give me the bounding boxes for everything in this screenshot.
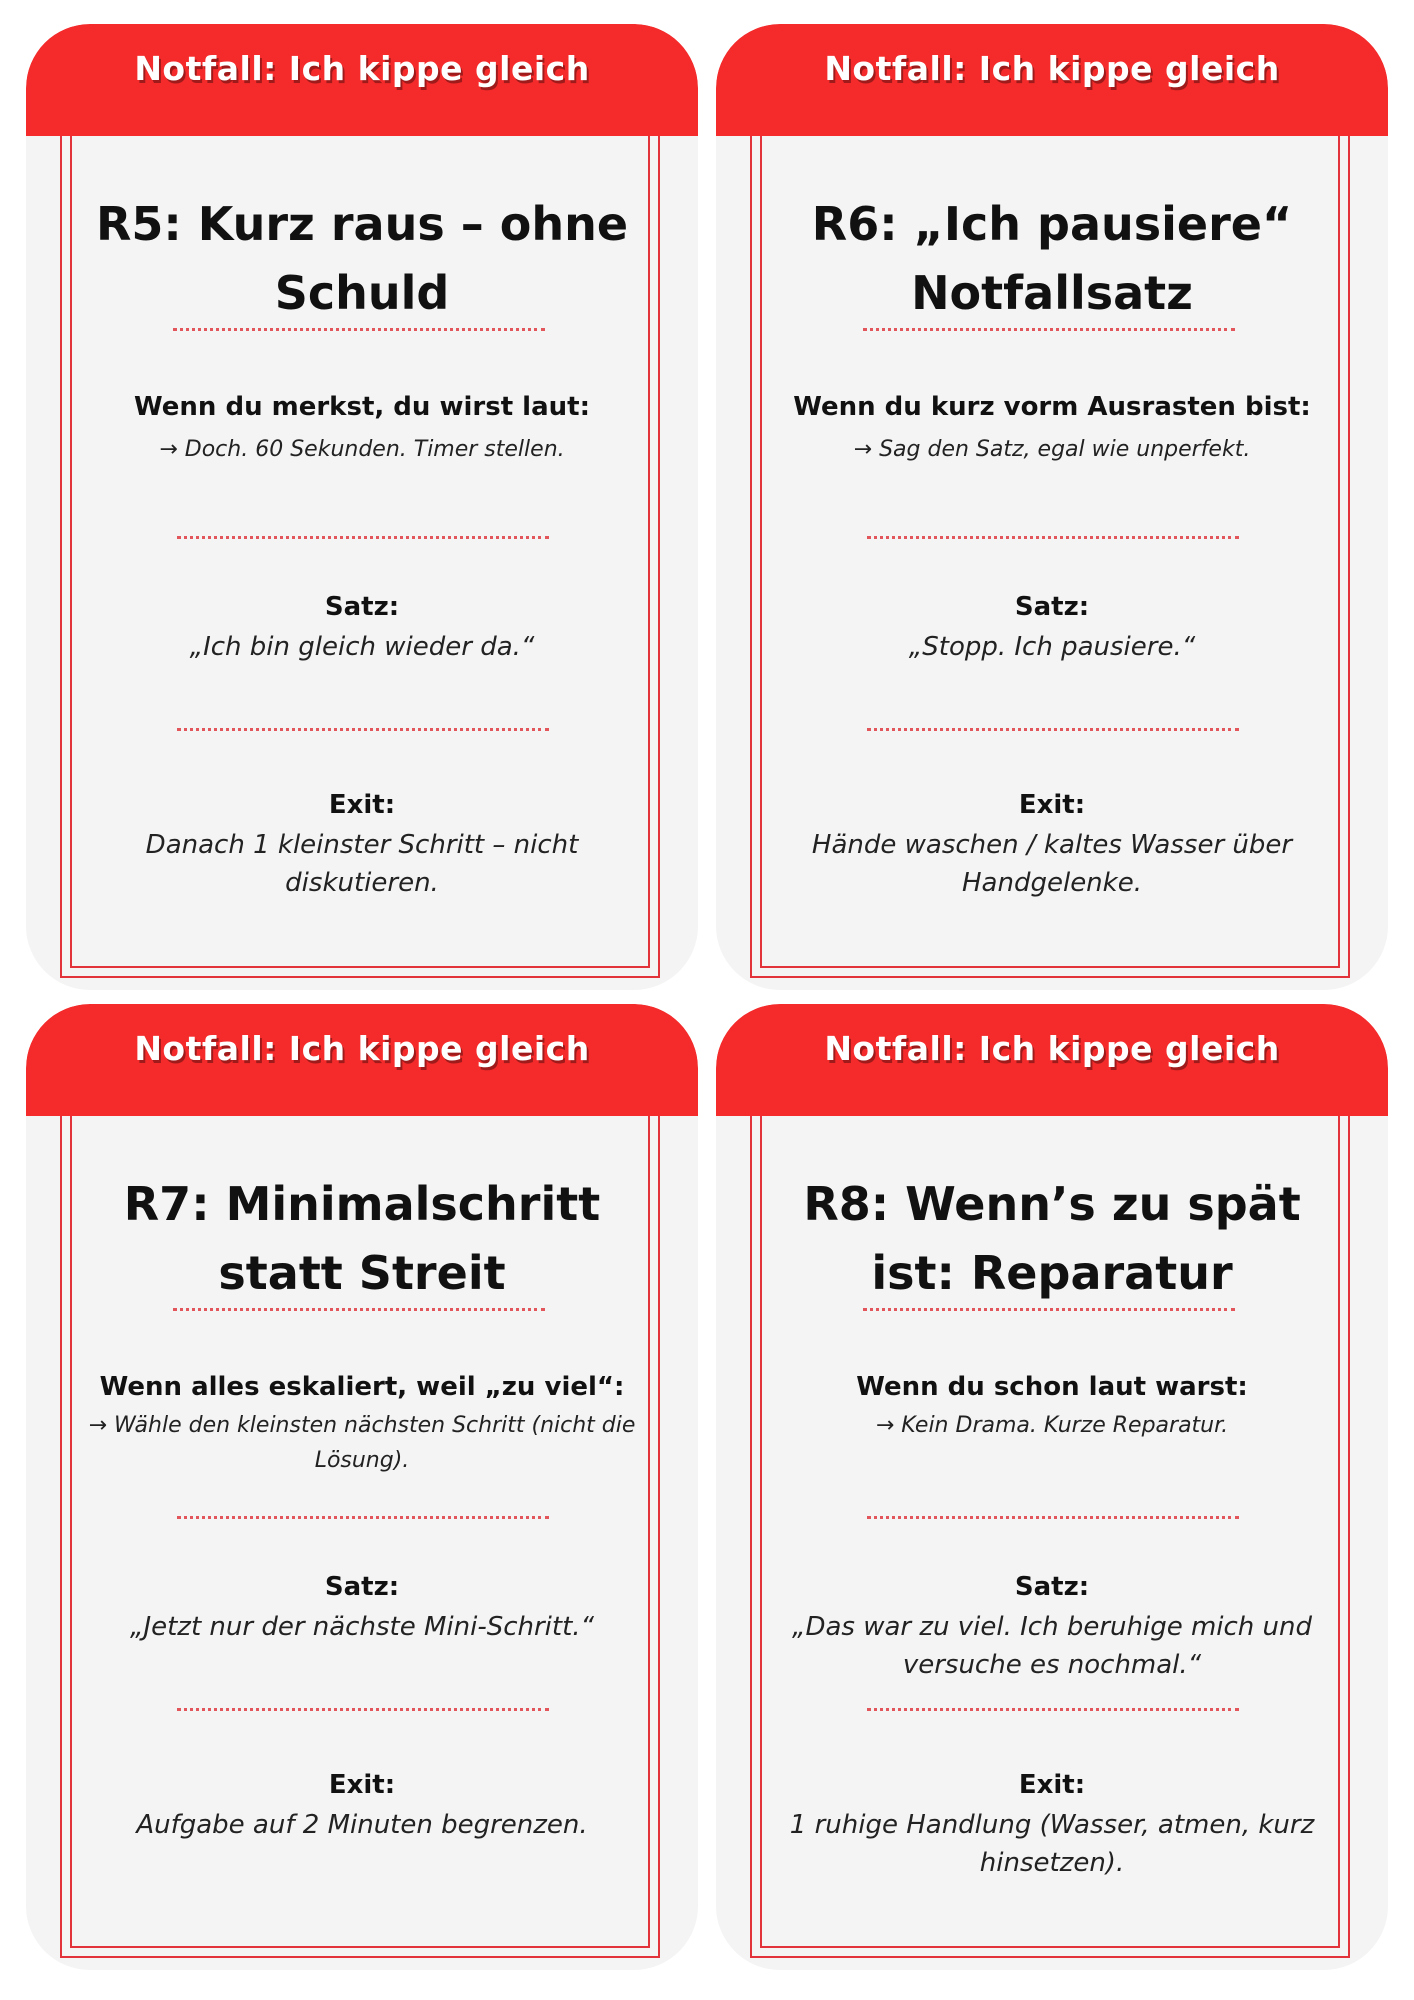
card-r6 [716,24,1388,990]
sentence-text: „Stopp. Ich pausiere.“ [908,632,1196,662]
divider [863,328,1235,331]
trigger-label: Wenn du schon laut warst: [856,1372,1248,1402]
sentence-label: Satz: [324,592,400,622]
card-title-line-1: R5: Kurz raus – ohne [95,197,629,251]
sentence-label: Satz: [1014,1572,1090,1602]
divider [177,1516,549,1519]
card-title-line-2: Notfallsatz [911,266,1193,320]
card-header [26,1004,698,1116]
card-title [776,190,1328,328]
divider [867,1516,1239,1519]
card-title [86,190,638,328]
card-title [86,1170,638,1308]
card-title-line-2: statt Streit [218,1246,506,1300]
card-title [776,1170,1328,1308]
exit-label: Exit: [1018,1770,1086,1800]
divider [867,728,1239,731]
card-header-title: Notfall: Ich kippe gleich [824,1028,1280,1068]
card-title-line-2: Schuld [274,266,450,320]
sentence-text: „Das war zu viel. Ich beruhige mich und versuche es nochmal.“ [791,1612,1313,1680]
card-header [26,24,698,136]
card-title-line-1: R6: „Ich pausiere“ [811,197,1293,251]
divider [177,536,549,539]
trigger-label: Wenn alles eskaliert, weil „zu viel“: [99,1372,625,1402]
card-title-line-1: R7: Minimalschritt [123,1177,601,1231]
divider [177,728,549,731]
exit-label: Exit: [328,790,396,820]
divider [867,536,1239,539]
card-header-title: Notfall: Ich kippe gleich [134,48,590,88]
exit-text: Hände waschen / kaltes Wasser über Handgelenke. [811,830,1293,898]
card-r7 [26,1004,698,1970]
exit-text: Danach 1 kleinster Schritt – nicht diskutieren. [145,830,579,898]
card-title-line-1: R8: Wenn’s zu spät [803,1177,1301,1231]
sentence-text: „Jetzt nur der nächste Mini-Schritt.“ [129,1612,595,1642]
sentence-label: Satz: [1014,592,1090,622]
card-title-line-2: ist: Reparatur [871,1246,1233,1300]
trigger-text: → Wähle den kleinsten nächsten Schritt (nicht die Lösung). [88,1413,636,1473]
trigger-label: Wenn du kurz vorm Ausrasten bist: [793,392,1311,422]
sentence-text: „Ich bin gleich wieder da.“ [189,632,535,662]
card-r5 [26,24,698,990]
trigger-text: → Kein Drama. Kurze Reparatur. [875,1413,1229,1438]
exit-label: Exit: [328,1770,396,1800]
trigger-label: Wenn du merkst, du wirst laut: [134,392,590,422]
divider [173,328,545,331]
sentence-label: Satz: [324,1572,400,1602]
card-header-title: Notfall: Ich kippe gleich [134,1028,590,1068]
exit-text: 1 ruhige Handlung (Wasser, atmen, kurz hinsetzen). [789,1810,1315,1878]
divider [867,1708,1239,1711]
card-r8 [716,1004,1388,1970]
trigger-text: → Doch. 60 Sekunden. Timer stellen. [159,437,565,462]
divider [177,1708,549,1711]
exit-text: Aufgabe auf 2 Minuten begrenzen. [136,1810,588,1840]
card-header [716,24,1388,136]
card-header-title: Notfall: Ich kippe gleich [824,48,1280,88]
card-header [716,1004,1388,1116]
exit-label: Exit: [1018,790,1086,820]
trigger-text: → Sag den Satz, egal wie unperfekt. [853,437,1251,462]
divider [173,1308,545,1311]
divider [863,1308,1235,1311]
